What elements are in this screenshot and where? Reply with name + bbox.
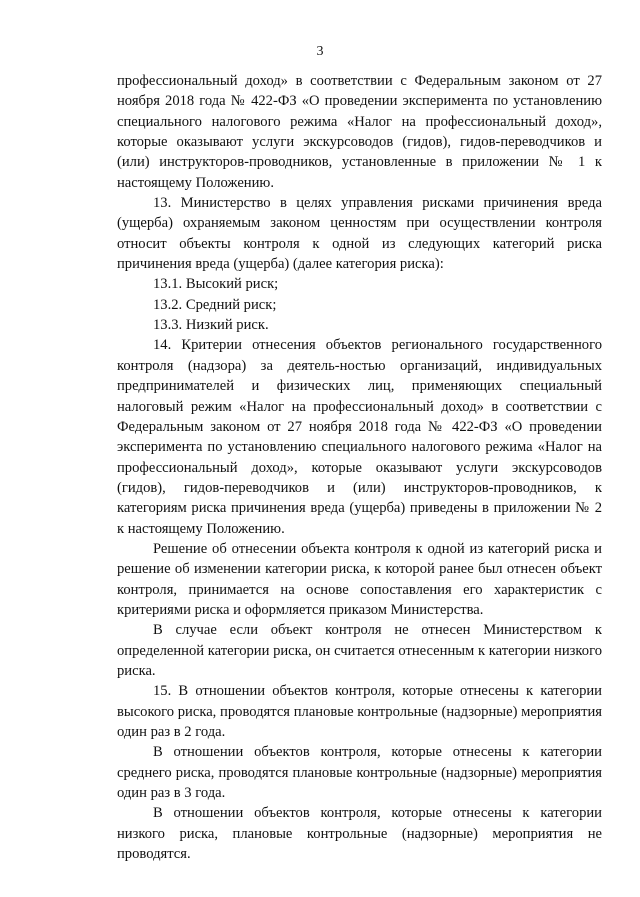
paragraph-low-risk: В отношении объектов контроля, которые отнесены к категории низкого риска, плановые контрольные (надзорные) мероприятия не проводятся. <box>117 805 602 863</box>
list-item-13-1: 13.1. Высокий риск; <box>153 276 279 293</box>
paragraph-15: 15. В отношении объектов контроля, которые отнесены к категории высокого риска, проводятся плановые контрольные (надзорные) мероприятия один раз в 2 года. <box>117 683 602 740</box>
document-body <box>117 71 602 864</box>
paragraph-default-category: В случае если объект контроля не отнесен Министерством к определенной категории риска, он считается отнесенным к категории низкого риска. <box>117 622 602 679</box>
page-number: 3 <box>316 44 324 59</box>
paragraph-continuation: профессиональный доход» в соответствии с Федеральным законом от 27 ноября 2018 года № 422-ФЗ «О проведении эксперимента по установлению специального налогового режима «Налог на профессиональный доход», которые оказывают услуги экскурсоводов (гидов), гидов-переводчиков и (или) инструкторов-проводников, установленные в приложении № 1 к настоящему Положению. <box>117 73 602 191</box>
paragraph-13: 13. Министерство в целях управления рисками причинения вреда (ущерба) охраняемым законом ценностям при осуществлении контроля относит объекты контроля к одной из следующих категорий риска причинения вреда (ущерба) (далее категория риска): <box>117 195 602 273</box>
paragraph-14: 14. Критерии отнесения объектов регионального государственного контроля (надзора) за деятель-ностью организаций, индивидуальных предпринимателей и физических лиц, применяющих специальный налоговый режим «Налог на профессиональный доход» в соответствии с Федеральным законом от 27 ноября 2018 года № 422-ФЗ «О проведении эксперимента по установлению специального налогового режима «Налог на профессиональный доход», которые оказывают услуги экскурсоводов (гидов), гидов-переводчиков и (или) инструкторов-проводников, к категориям риска причинения вреда (ущерба) приведены в приложении № 2 к настоящему Положению. <box>117 337 602 537</box>
list-item-13-2: 13.2. Средний риск; <box>153 296 277 313</box>
list-item-13-3: 13.3. Низкий риск. <box>153 317 269 334</box>
paragraph-decision: Решение об отнесении объекта контроля к одной из категорий риска и решение об изменении категории риска, к которой ранее был отнесен объект контроля, принимается на основе сопоставления его характеристик с критериями риска и оформляется приказом Министерства. <box>117 540 602 618</box>
paragraph-medium-risk: В отношении объектов контроля, которые отнесены к категории среднего риска, проводятся плановые контрольные (надзорные) мероприятия один раз в 3 года. <box>117 744 602 802</box>
